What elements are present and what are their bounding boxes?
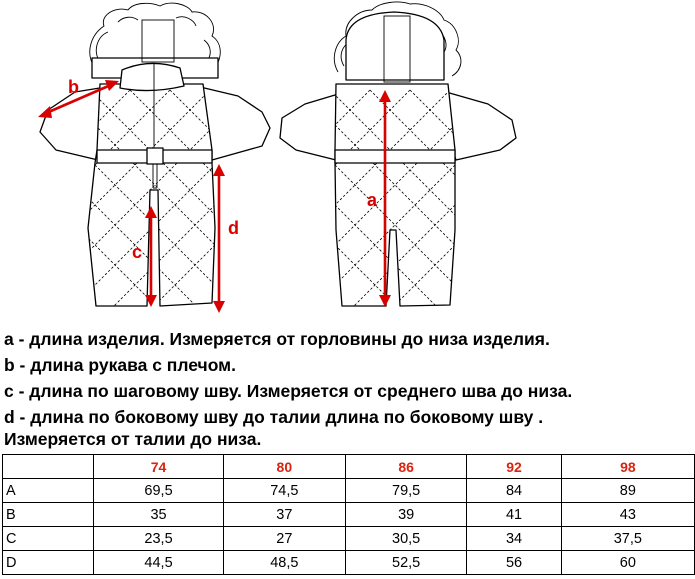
table-cell: 34 bbox=[467, 527, 561, 551]
label-d: d bbox=[228, 218, 239, 238]
table-cell: 30,5 bbox=[345, 527, 466, 551]
table-cell: 79,5 bbox=[345, 479, 466, 503]
back-right-sleeve bbox=[446, 92, 516, 160]
table-row bbox=[3, 479, 695, 503]
front-collar bbox=[120, 63, 184, 90]
table-cell: 41 bbox=[467, 503, 561, 527]
back-hood bbox=[346, 12, 444, 80]
row-label: D bbox=[3, 551, 94, 575]
label-b: b bbox=[68, 77, 79, 97]
table-cell: 23,5 bbox=[94, 527, 223, 551]
table-cell: 37 bbox=[223, 503, 345, 527]
description-d-continued: Измеряется от талии до низа. bbox=[4, 429, 262, 449]
size-header-cell: 98 bbox=[561, 455, 694, 479]
size-header-cell: 74 bbox=[94, 455, 223, 479]
table-cell: 43 bbox=[561, 503, 694, 527]
back-belt bbox=[335, 150, 455, 163]
table-cell: 44,5 bbox=[94, 551, 223, 575]
table-cell: 48,5 bbox=[223, 551, 345, 575]
table-cell: 89 bbox=[561, 479, 694, 503]
table-cell: 39 bbox=[345, 503, 466, 527]
description-a: a - длина изделия. Измеряется от горловины до низа изделия. bbox=[4, 329, 550, 349]
table-cell: 27 bbox=[223, 527, 345, 551]
table-cell: 52,5 bbox=[345, 551, 466, 575]
table-row bbox=[3, 503, 695, 527]
back-view bbox=[260, 2, 530, 310]
size-header-row bbox=[3, 455, 695, 479]
size-header-cell: 80 bbox=[223, 455, 345, 479]
table-cell: 37,5 bbox=[561, 527, 694, 551]
size-table bbox=[2, 454, 695, 575]
arrow-d bbox=[213, 164, 239, 313]
size-header-cell: 92 bbox=[467, 455, 561, 479]
row-label: B bbox=[3, 503, 94, 527]
table-row bbox=[3, 527, 695, 551]
description-b: b - длина рукава с плечом. bbox=[4, 355, 236, 375]
size-header-empty bbox=[3, 455, 94, 479]
table-cell: 35 bbox=[94, 503, 223, 527]
row-label: A bbox=[3, 479, 94, 503]
size-header-cell: 86 bbox=[345, 455, 466, 479]
label-c: c bbox=[132, 242, 143, 262]
description-d: d - длина по боковому шву до талии длина по боковому шву . bbox=[4, 407, 544, 427]
table-cell: 74,5 bbox=[223, 479, 345, 503]
table-cell: 60 bbox=[561, 551, 694, 575]
table-row bbox=[3, 551, 695, 575]
row-label: C bbox=[3, 527, 94, 551]
label-a: a bbox=[367, 190, 378, 210]
table-cell: 56 bbox=[467, 551, 561, 575]
table-cell: 69,5 bbox=[94, 479, 223, 503]
description-c: c - длина по шаговому шву. Измеряется от среднего шва до низа. bbox=[4, 381, 573, 401]
table-cell: 84 bbox=[467, 479, 561, 503]
front-view bbox=[20, 3, 290, 310]
